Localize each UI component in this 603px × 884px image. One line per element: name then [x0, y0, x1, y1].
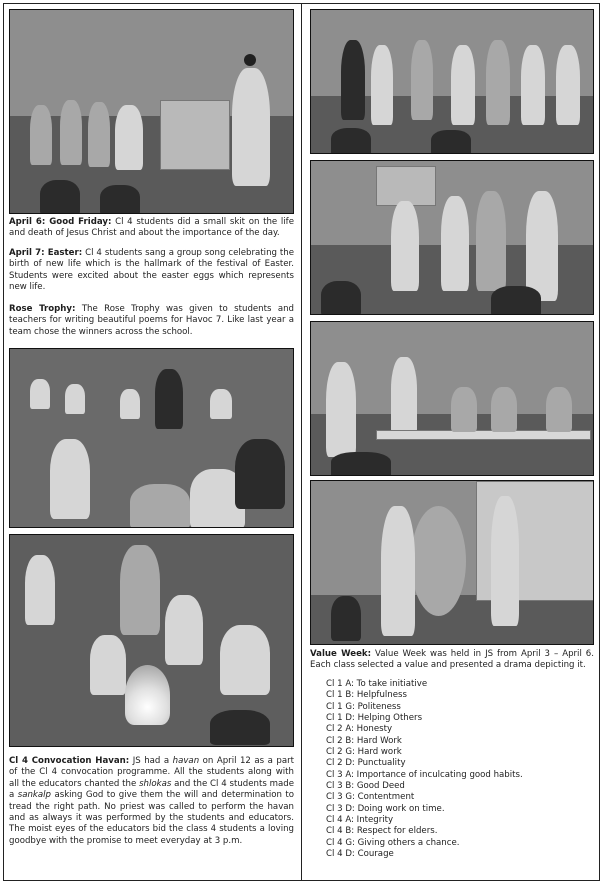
- list-item: Cl 4 A: Integrity: [326, 815, 394, 826]
- value-week-text: Value Week was held in JS from April 3 – April 6. Each class selected a value and presented a drama depicting it.: [310, 649, 594, 671]
- list-item: Cl 4 B: Respect for elders.: [326, 826, 438, 837]
- column-divider: [301, 3, 302, 881]
- havan-text-2: on April 12 as a part of the Cl 4 convocation programme. All the students along with all the educators chanted the: [9, 756, 294, 789]
- list-item: Cl 4 G: Giving others a chance.: [326, 837, 460, 848]
- list-item: Cl 2 G: Hard work: [326, 747, 402, 758]
- photo-value-week-drama: [310, 160, 594, 315]
- list-item: Cl 1 G: Politeness: [326, 701, 401, 712]
- list-item: Cl 2 D: Punctuality: [326, 758, 406, 769]
- havan-fire-icon: [125, 665, 170, 725]
- convocation-havan-heading: Cl 4 Convocation Havan:: [9, 756, 130, 766]
- list-item: Cl 1 B: Helpfulness: [326, 690, 407, 701]
- photo-havan-fire: [9, 534, 294, 747]
- list-item: Cl 1 A: To take initiative: [326, 679, 428, 689]
- value-list: [326, 679, 590, 861]
- list-item: Cl 3 G: Contentment: [326, 792, 415, 803]
- easter-heading: April 7: Easter:: [9, 248, 83, 258]
- good-friday-paragraph: [9, 217, 294, 240]
- photo-classroom-table: [310, 321, 594, 476]
- value-week-paragraph: [310, 649, 594, 672]
- rose-trophy-paragraph: [9, 304, 294, 338]
- photo-value-week-stage: [310, 480, 594, 645]
- photo-good-friday-skit: [9, 9, 294, 214]
- list-item: Cl 3 D: Doing work on time.: [326, 803, 445, 814]
- list-item: Cl 2 A: Honesty: [326, 724, 393, 735]
- photo-havan-gathering: [9, 348, 294, 528]
- shlokas-word: shlokas: [139, 778, 172, 789]
- value-week-heading: Value Week:: [310, 649, 372, 659]
- easter-paragraph: [9, 248, 294, 294]
- good-friday-heading: April 6: Good Friday:: [9, 217, 112, 227]
- easter-text: Cl 4 students sang a group song celebrating the birth of new life which is the hallmark of the festival of Easter. Students were excited about the easter eggs which represents new life.: [9, 248, 295, 293]
- rose-trophy-heading: Rose Trophy:: [9, 304, 76, 314]
- photo-group-song: [310, 9, 594, 154]
- havan-word: havan: [172, 756, 200, 766]
- havan-text-3: and the Cl 4 students made a: [9, 778, 294, 801]
- list-item: Cl 2 B: Hard Work: [326, 735, 402, 746]
- list-item: Cl 4 D: Courage: [326, 849, 394, 860]
- havan-text-1: JS had a: [132, 756, 173, 766]
- convocation-havan-paragraph: [9, 756, 294, 847]
- good-friday-text: Cl 4 students did a small skit on the life and death of Jesus Christ and about the importance of the day.: [9, 217, 294, 239]
- rose-trophy-text: The Rose Trophy was given to students and teachers for writing beautiful poems for Havoc 7. Like last year a team chose the winners across the school.: [9, 304, 294, 337]
- list-item: Cl 3 A: Importance of inculcating good habits.: [326, 769, 523, 780]
- sankalp-word: sankalp: [17, 790, 51, 801]
- list-item: Cl 3 B: Good Deed: [326, 781, 405, 792]
- list-item: Cl 1 D: Helping Others: [326, 713, 423, 724]
- havan-text-4: asking God to give them the will and determination to tread the right path. No priest was called to perform the havan and as always it was performed by the students and educators. The moist eyes of the educators bid the class 4 students a loving goodbye with the promise to meet everyday at 3 p.m.: [9, 790, 294, 846]
